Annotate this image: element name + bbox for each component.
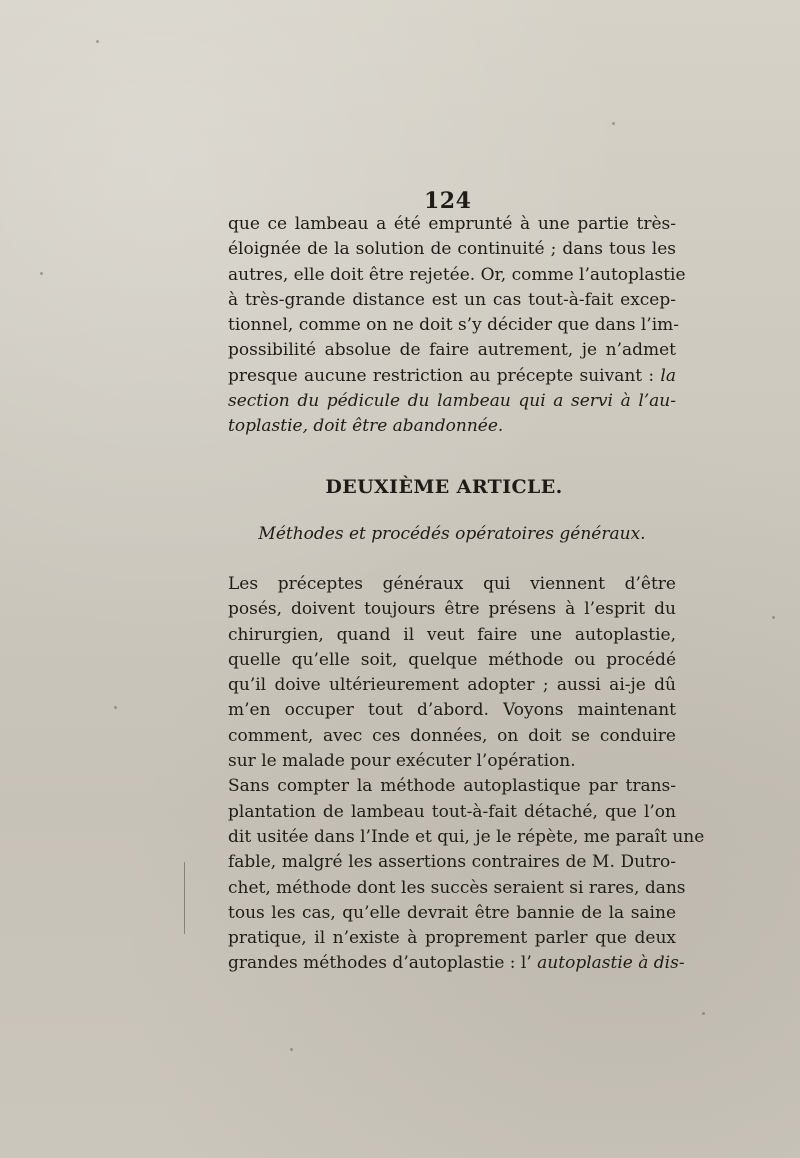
text-line-roman: grandes méthodes d’autoplastie : l’ [228, 953, 532, 974]
paper-speck [40, 272, 43, 275]
text-line-roman: à très-grande distance est un cas tout-à-fait excep- [228, 289, 676, 310]
text-line [228, 389, 676, 414]
text-line [228, 364, 676, 389]
text-line-roman: tionnel, comme on ne doit s’y décider que dans l’im- [228, 315, 679, 336]
text-line [228, 313, 679, 338]
text-line [228, 572, 676, 597]
text-line [228, 673, 676, 698]
text-line [228, 825, 705, 850]
text-line-italic: autoplastie à dis- [537, 953, 685, 974]
text-line-roman: dit usitée dans l’Inde et qui, je le répète, me paraît une [228, 826, 705, 847]
text-line-roman: éloignée de la solution de continuité ; dans tous les [228, 239, 676, 260]
paper-speck [96, 40, 99, 43]
paragraph-body [228, 572, 705, 977]
section-subheading: Méthodes et procédés opératoires généraux. [258, 524, 646, 544]
text-line-roman: Les préceptes généraux qui viennent d’être [228, 574, 676, 594]
text-line [228, 648, 676, 673]
text-line-roman: plantation de lambeau tout-à-fait détaché, que l’on [228, 801, 676, 822]
text-line-roman: presque aucune restriction au précepte suivant : [228, 365, 655, 386]
paper-speck [114, 706, 117, 709]
text-line [228, 774, 676, 799]
text-line [228, 749, 676, 774]
text-line-roman: que ce lambeau a été emprunté à une partie très- [228, 214, 676, 234]
text-line [228, 800, 676, 825]
text-line [228, 850, 676, 875]
text-line [228, 698, 676, 723]
text-line [228, 623, 676, 648]
text-line-roman: possibilité absolue de faire autrement, je n’admet [228, 340, 676, 361]
text-line-italic: toplastie, doit être abandonnée. [228, 416, 504, 437]
page-number: 124 [424, 188, 472, 214]
paper-speck [702, 1012, 705, 1015]
text-line-roman: Sans compter la méthode autoplastique par trans- [228, 776, 676, 797]
text-line [228, 926, 676, 951]
section-heading: DEUXIÈME ARTICLE. [325, 476, 563, 498]
text-line-roman: autres, elle doit être rejetée. Or, comme l’autoplastie [228, 264, 686, 285]
text-line-roman: chirurgien, quand il veut faire une autoplastie, [228, 624, 676, 645]
text-line-roman: chet, méthode dont les succès seraient si rares, dans [228, 877, 686, 898]
text-line-italic: la [660, 365, 676, 386]
text-line [228, 597, 676, 622]
text-line-roman: sur le malade pour exécuter l’opération. [228, 751, 576, 772]
text-line [228, 237, 676, 262]
text-line [228, 288, 676, 313]
paper-speck [612, 122, 615, 125]
margin-pencil-mark [184, 862, 189, 934]
text-line-roman: tous les cas, qu’elle devrait être bannie de la saine [228, 902, 676, 923]
text-line-roman: pratique, il n’existe à proprement parler que deux [228, 928, 676, 949]
text-line [228, 212, 676, 237]
text-line [228, 338, 676, 363]
text-line-roman: m’en occuper tout d’abord. Voyons maintenant [228, 700, 676, 721]
text-line-roman: comment, avec ces données, on doit se conduire [228, 725, 676, 746]
paper-speck [772, 616, 775, 619]
paragraph-continued [228, 212, 686, 440]
text-line-roman: posés, doivent toujours être présens à l’esprit du [228, 599, 676, 620]
text-line [228, 263, 686, 288]
text-line [228, 876, 686, 901]
text-line [228, 724, 676, 749]
paper-speck [290, 1048, 293, 1051]
text-line [228, 901, 676, 926]
text-line-roman: fable, malgré les assertions contraires de M. Dutro- [228, 852, 676, 873]
text-line-roman: qu’il doive ultérieurement adopter ; aussi ai-je dû [228, 675, 676, 696]
text-line-italic: section du pédicule du lambeau qui a servi à l’au- [228, 391, 676, 412]
text-line-roman: quelle qu’elle soit, quelque méthode ou procédé [228, 649, 676, 670]
text-line [228, 414, 676, 439]
text-line [228, 951, 685, 976]
